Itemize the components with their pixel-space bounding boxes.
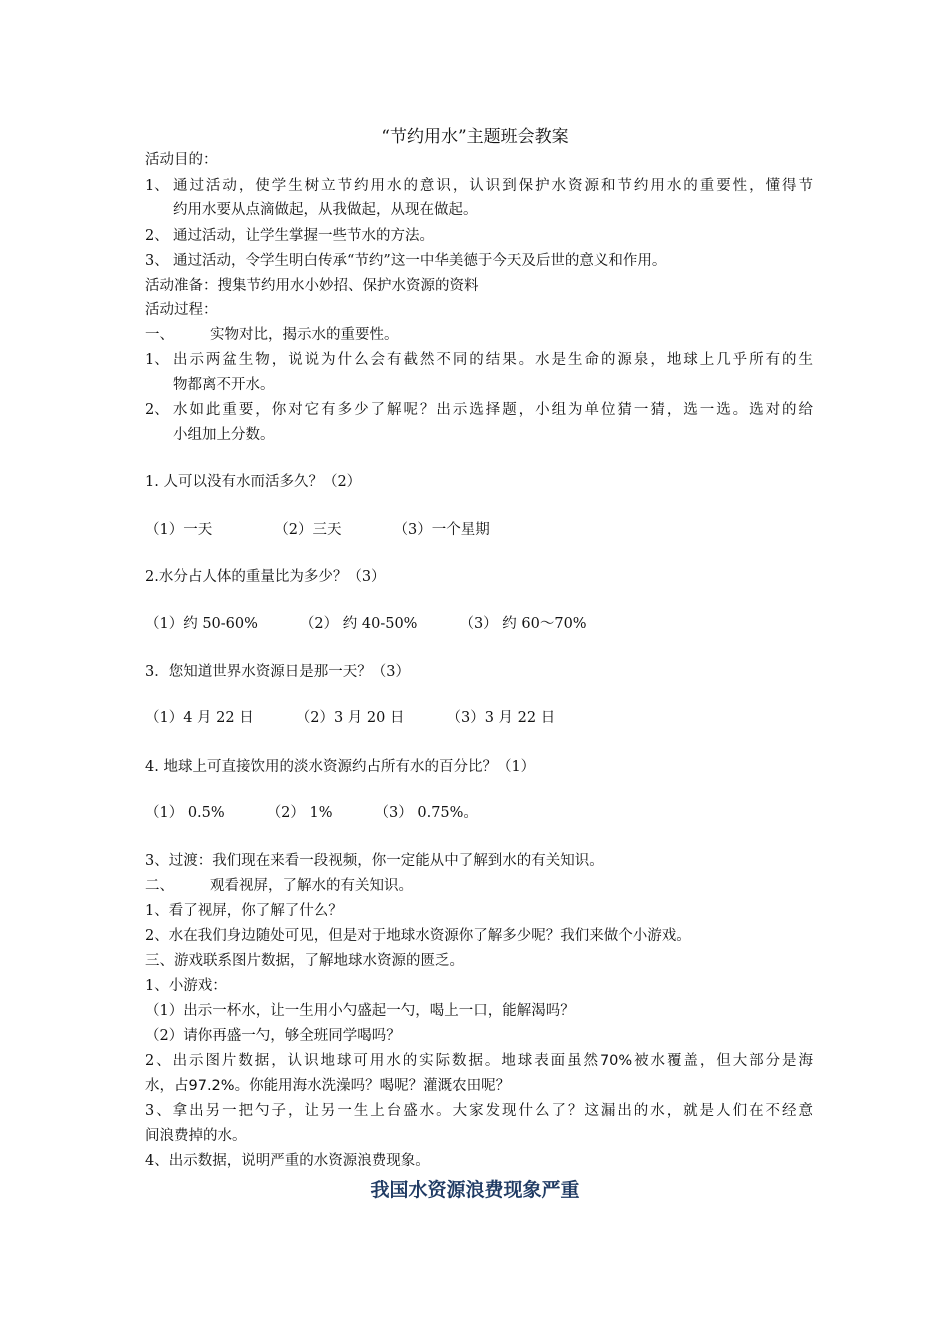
part-1-heading: 实物对比，揭示水的重要性。 — [210, 327, 399, 343]
p1-item-1-line-2: 物都离不开水。 — [173, 377, 275, 393]
preparation-line: 活动准备：搜集节约用水小妙招、保护水资源的资料 — [145, 278, 479, 294]
quiz-2-option-3: （3） 约 60～70% — [459, 616, 587, 632]
p1-item-2-line-2: 小组加上分数。 — [173, 427, 275, 443]
quiz-3-option-3: （3）3 月 22 日 — [446, 710, 556, 726]
purpose-1-line-2: 约用水要从点滴做起，从我做起，从现在做起。 — [173, 202, 478, 218]
purpose-1-number: 1、 — [145, 178, 169, 194]
purpose-3-number: 3、 — [145, 253, 169, 269]
p2-item-1: 1、看了视屏，你了解了什么？ — [145, 903, 343, 919]
document-title: “节约用水”主题班会教案 — [381, 127, 569, 147]
quiz-3-question: 3．您知道世界水资源日是那一天？（3） — [145, 664, 410, 680]
p3-item-2-pct-97: 97.2% — [188, 1078, 235, 1094]
purpose-2-line-1: 通过活动，让学生掌握一些节水的方法。 — [173, 228, 434, 244]
part-3-heading: 三、游戏联系图片数据，了解地球水资源的匮乏。 — [145, 953, 464, 969]
quiz-2-option-2: （2） 约 40-50% — [299, 616, 418, 632]
quiz-4-option-1: （1） 0.5% — [145, 805, 225, 821]
game-label: 1、小游戏： — [145, 978, 227, 994]
process-label: 活动过程： — [145, 302, 218, 318]
quiz-4-option-2: （2） 1% — [266, 805, 333, 821]
section-heading: 我国水资源浪费现象严重 — [370, 1179, 580, 1201]
purpose-3-line-1: 通过活动，令学生明白传承“节约”这一中华美德于今天及后世的意义和作用。 — [173, 253, 667, 269]
quiz-4-options — [145, 801, 813, 825]
quiz-1-option-2: （2）三天 — [274, 522, 342, 538]
p3-item-2-line-2 — [145, 1074, 813, 1098]
p3-item-2-pct-70: 70% — [599, 1053, 633, 1069]
p1-item-1-line-1: 出示两盆生物，说说为什么会有截然不同的结果。水是生命的源泉，地球上几乎所有的生 — [173, 352, 813, 368]
quiz-2-options — [145, 612, 813, 636]
part-1-number: 一、 — [145, 327, 174, 343]
quiz-1-option-1: （1）一天 — [145, 522, 213, 538]
p1-item-1-number: 1、 — [145, 352, 169, 368]
quiz-4-option-3: （3） 0.75%。 — [374, 805, 478, 821]
p1-item-2-number: 2、 — [145, 402, 169, 418]
purpose-2-number: 2、 — [145, 228, 169, 244]
p3-item-2-text-d: 。你能用海水洗澡吗？喝呢？灌溉农田呢？ — [234, 1078, 511, 1094]
p2-item-2: 2、水在我们身边随处可见，但是对于地球水资源你了解多少呢？我们来做个小游戏。 — [145, 928, 691, 944]
quiz-3-option-1: （1）4 月 22 日 — [145, 710, 254, 726]
quiz-1-option-3: （3）一个星期 — [393, 522, 490, 538]
p3-item-2-line-1 — [145, 1049, 813, 1073]
quiz-1-question: 1. 人可以没有水而活多久？（2） — [145, 474, 362, 490]
quiz-4-question: 4. 地球上可直接饮用的淡水资源约占所有水的百分比？（1） — [145, 759, 536, 775]
p3-item-2-text-b: 被水覆盖，但大部分是海 — [632, 1053, 813, 1069]
purpose-label: 活动目的： — [145, 152, 218, 168]
transition-line: 3、过渡：我们现在来看一段视频，你一定能从中了解到水的有关知识。 — [145, 853, 604, 869]
game-item-1: （1）出示一杯水，让一生用小勺盛起一勺，喝上一口，能解渴吗？ — [145, 1003, 575, 1019]
quiz-2-question: 2.水分占人体的重量比为多少？（3） — [145, 569, 386, 585]
quiz-3-option-2: （2）3 月 20 日 — [295, 710, 405, 726]
p3-item-2-text-a: 2、出示图片数据，认识地球可用水的实际数据。地球表面虽然 — [145, 1053, 600, 1069]
part-2-number: 二、 — [145, 878, 174, 894]
p3-item-3-line-2: 间浪费掉的水。 — [145, 1128, 247, 1144]
quiz-3-options — [145, 706, 813, 730]
game-item-2: （2）请你再盛一勺，够全班同学喝吗？ — [145, 1028, 401, 1044]
p3-item-2-text-c: 水，占 — [145, 1078, 189, 1094]
p3-item-4: 4、出示数据，说明严重的水资源浪费现象。 — [145, 1153, 430, 1169]
part-2-heading: 观看视屏，了解水的有关知识。 — [210, 878, 413, 894]
quiz-1-options — [145, 518, 813, 542]
p3-item-3-line-1: 3、拿出另一把勺子，让另一生上台盛水。大家发现什么了？这漏出的水，就是人们在不经意 — [145, 1103, 813, 1119]
p1-item-2-line-1: 水如此重要，你对它有多少了解呢？出示选择题，小组为单位猜一猜，选一选。选对的给 — [173, 402, 813, 418]
quiz-2-option-1: （1）约 50-60% — [145, 616, 258, 632]
purpose-1-line-1: 通过活动，使学生树立节约用水的意识，认识到保护水资源和节约用水的重要性，懂得节 — [173, 178, 813, 194]
